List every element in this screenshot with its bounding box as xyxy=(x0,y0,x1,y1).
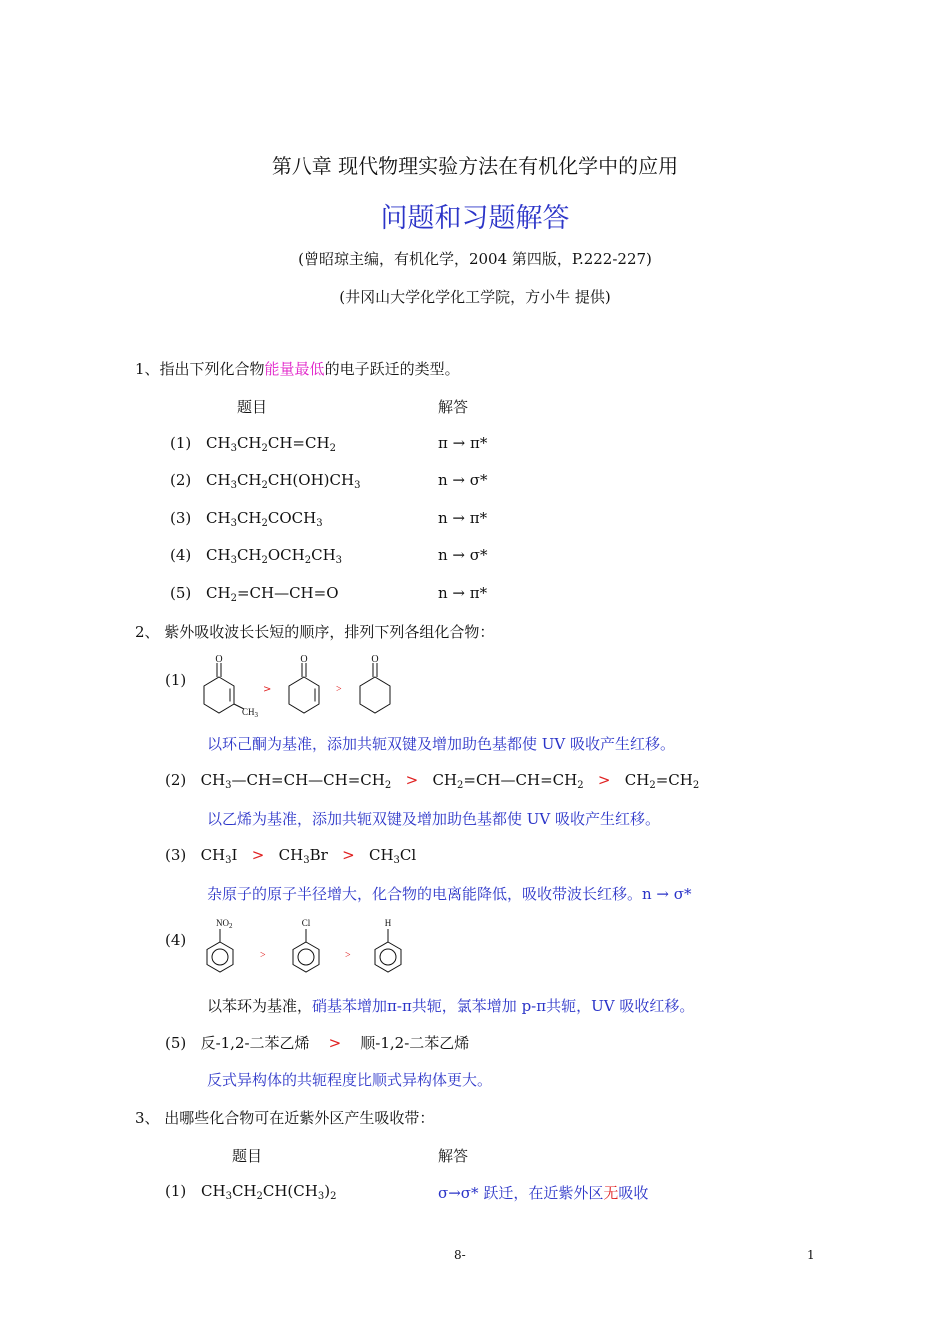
q1-row-num: (4) xyxy=(170,546,192,564)
q2-item2-b: $CH_2=CH—CH=CH_2$ xyxy=(432,771,584,791)
cyclohexenone-structure xyxy=(289,663,319,713)
methyl-label: $CH_3$ xyxy=(242,707,259,719)
q2-item3-a: $CH_3I$ xyxy=(200,846,238,866)
q2-item5-b: 顺-1,2-二苯乙烯 xyxy=(360,1034,470,1052)
q2-item3-num: (3) xyxy=(165,846,187,864)
q2-item4-note-black: 以苯环为基准， xyxy=(207,997,313,1015)
chlorobenzene-structure xyxy=(293,929,319,972)
gt-sign: > xyxy=(251,846,265,864)
oxygen-label-3: O xyxy=(371,654,379,665)
q1-col-question: 题目 xyxy=(237,398,268,416)
gt-sign: > xyxy=(260,950,266,961)
nitrobenzene-structure xyxy=(207,929,233,972)
cyclohexenone-structures xyxy=(0,650,950,730)
q1-suffix: 的电子跃迁的类型。 xyxy=(324,360,460,378)
q1-highlight: 能量最低 xyxy=(264,360,325,378)
q1-prefix: 1、指出下列化合物 xyxy=(135,360,265,378)
gt-sign: > xyxy=(328,1034,342,1052)
gt-sign: > xyxy=(345,950,351,961)
q1-row-answer: n → π* xyxy=(438,509,488,527)
page-number-left: 8- xyxy=(454,1248,466,1262)
oxygen-label-1: O xyxy=(215,654,223,665)
oxygen-label-2: O xyxy=(300,654,308,665)
q2-item1-num: (1) xyxy=(165,671,187,689)
q3-col-question: 题目 xyxy=(232,1147,263,1165)
q2-item2-row xyxy=(165,771,699,789)
q1-row-num: (3) xyxy=(170,509,192,527)
gt-sign: > xyxy=(263,684,272,695)
q3-row-num: (1) xyxy=(165,1182,187,1200)
q3-col-answer: 解答 xyxy=(438,1147,469,1165)
q2-item5-row xyxy=(165,1032,469,1053)
q1-row-formula: $CH_3CH_2COCH_3$ xyxy=(206,509,323,529)
methylcyclohexenone-structure xyxy=(204,663,244,713)
q1-row-answer: n → σ* xyxy=(438,471,488,489)
q3-row-formula: $CH_3CH_2CH(CH_3)_2$ xyxy=(201,1182,337,1202)
gt-sign: > xyxy=(405,771,419,789)
q2-item4-note xyxy=(207,995,694,1016)
q3-heading: 3、 出哪些化合物可在近紫外区产生吸收带： xyxy=(135,1109,435,1127)
q1-heading xyxy=(135,358,460,379)
q2-item3-note: 杂原子的原子半径增大，化合物的电离能降低，吸收带波长红移。n → σ* xyxy=(207,885,692,903)
q3-answer-a: σ→σ* 跃迁，在近紫外区 xyxy=(438,1184,604,1202)
q2-item3-row xyxy=(165,846,416,864)
chapter-title: 第八章 现代物理实验方法在有机化学中的应用 xyxy=(271,154,679,178)
q2-item1-note: 以环己酮为基准，添加共轭双键及增加助色基都使 UV 吸收产生红移。 xyxy=(207,735,676,753)
q1-row-answer: π → π* xyxy=(438,434,488,452)
q2-item3-b: $CH_3Br$ xyxy=(278,846,328,866)
q3-answer-red: 无 xyxy=(603,1184,619,1202)
q1-row-formula: $CH_3CH_2CH(OH)CH_3$ xyxy=(206,471,361,491)
chloro-label: Cl xyxy=(301,918,311,928)
q2-item5-num: (5) xyxy=(165,1034,187,1052)
hydrogen-label: H xyxy=(384,918,392,928)
benzene-structure xyxy=(375,929,401,972)
q2-item2-c: $CH_2=CH_2$ xyxy=(624,771,700,791)
q3-answer-b: 吸收 xyxy=(618,1184,649,1202)
gt-sign: > xyxy=(336,684,342,695)
q2-heading: 2、 紫外吸收波长长短的顺序，排列下列各组化合物： xyxy=(135,623,495,641)
q2-item5-a: 反-1,2-二苯乙烯 xyxy=(200,1034,310,1052)
q1-row-num: (5) xyxy=(170,584,192,602)
nitro-label: $NO_2$ xyxy=(216,918,233,930)
source-note: (曾昭琼主编，有机化学，2004 第四版，P.222-227) xyxy=(298,250,652,268)
cyclohexanone-structure xyxy=(360,663,390,713)
q1-row-formula: $CH_3CH_2CH=CH_2$ xyxy=(206,434,336,454)
q2-item5-note: 反式异构体的共轭程度比顺式异构体更大。 xyxy=(207,1071,493,1089)
q1-row-num: (2) xyxy=(170,471,192,489)
q1-col-answer: 解答 xyxy=(438,398,469,416)
q1-row-num: (1) xyxy=(170,434,192,452)
q1-row-formula: $CH_3CH_2OCH_2CH_3$ xyxy=(206,546,343,566)
q2-item4-note-blue: 硝基苯增加π-π共轭，氯苯增加 p-π共轭，UV 吸收红移。 xyxy=(312,997,695,1015)
gt-sign: > xyxy=(597,771,611,789)
q3-row-answer xyxy=(438,1182,648,1203)
q2-item3-c: $CH_3Cl$ xyxy=(368,846,417,866)
q2-item4-num: (4) xyxy=(165,931,187,949)
q1-row-answer: n → σ* xyxy=(438,546,488,564)
q2-item2-a: $CH_3—CH=CH—CH=CH_2$ xyxy=(200,771,392,791)
provider-note: (井冈山大学化学化工学院，方小牛 提供) xyxy=(339,288,611,306)
benzene-structures xyxy=(0,915,950,975)
page-title: 问题和习题解答 xyxy=(380,203,570,234)
gt-sign: > xyxy=(342,846,355,864)
q1-row-answer: n → π* xyxy=(438,584,488,602)
q2-item2-note: 以乙烯为基准，添加共轭双键及增加助色基都使 UV 吸收产生红移。 xyxy=(207,810,661,828)
q1-row-formula: $CH_2=CH—CH=O$ xyxy=(206,584,339,604)
q2-item2-num: (2) xyxy=(165,771,187,789)
page-number-right: 1 xyxy=(807,1248,815,1262)
